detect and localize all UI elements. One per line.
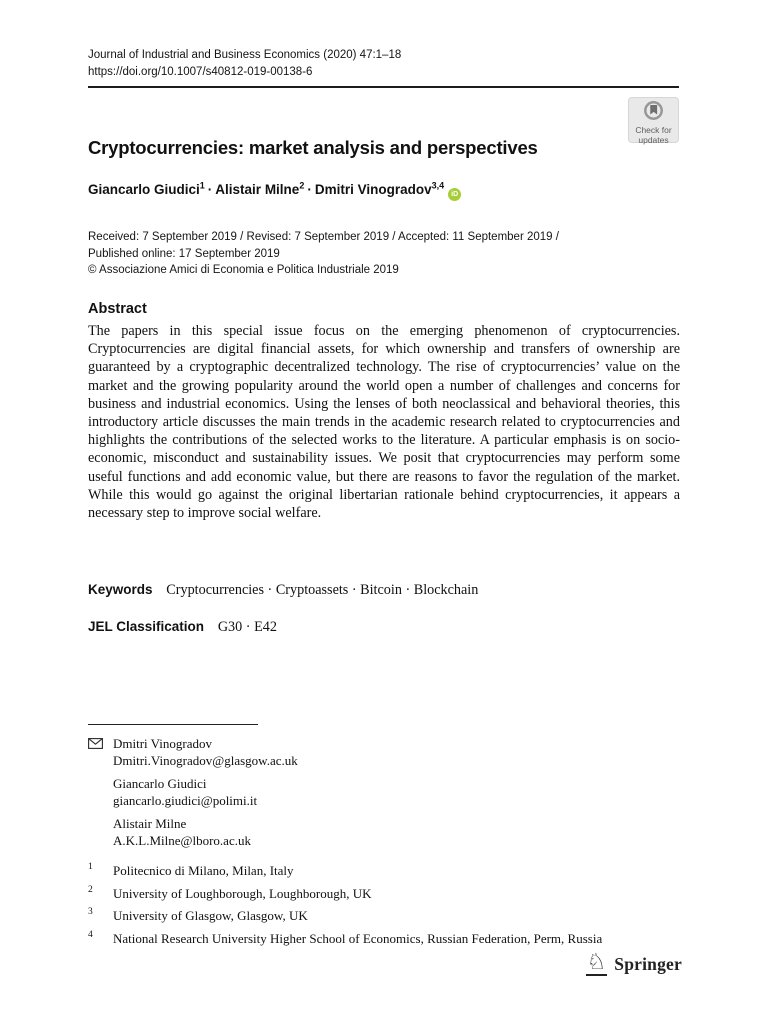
keywords-label: Keywords — [88, 582, 153, 597]
correspondence-email[interactable]: Dmitri.Vinogradov@glasgow.ac.uk — [113, 753, 298, 768]
publisher-name: Springer — [614, 954, 682, 974]
correspondence-indent — [88, 815, 113, 849]
correspondence-email[interactable]: A.K.L.Milne@lboro.ac.uk — [113, 833, 251, 848]
abstract-heading: Abstract — [88, 301, 147, 317]
affiliation-item — [88, 885, 680, 902]
author-list — [88, 182, 680, 201]
page-header — [88, 47, 679, 81]
header-divider — [88, 86, 679, 88]
keywords-value: Cryptocurrencies · Cryptoassets · Bitcoin · Blockchain — [166, 582, 479, 598]
keywords-line — [88, 582, 680, 599]
journal-reference: Journal of Industrial and Business Economics (2020) 47:1–18 — [88, 49, 402, 61]
correspondence-entry — [88, 775, 680, 809]
correspondence-name: Dmitri Vinogradov — [113, 736, 212, 751]
badge-text-line2: updates — [638, 134, 669, 145]
author-dmitri-vinogradov — [315, 182, 444, 197]
jel-value: G30 · E42 — [217, 619, 277, 635]
author-giancarlo-giudici — [88, 182, 205, 197]
orcid-icon[interactable]: iD — [448, 188, 461, 201]
affiliation-number: 4 — [88, 929, 93, 940]
affiliation-number: 2 — [88, 884, 93, 895]
affiliation-text: University of Glasgow, Glasgow, UK — [113, 908, 308, 923]
correspondence-name: Giancarlo Giudici — [113, 776, 207, 791]
affiliation-number: 1 — [88, 862, 93, 872]
correspondence-email[interactable]: giancarlo.giudici@polimi.it — [113, 793, 258, 808]
affiliation-text: University of Loughborough, Loughborough, UK — [113, 885, 372, 901]
correspondence-name: Alistair Milne — [113, 816, 187, 831]
affiliation-number: 3 — [88, 907, 93, 917]
copyright-line: © Associazione Amici di Economia e Politica Industriale 2019 — [88, 264, 399, 276]
jel-classification-line — [88, 619, 680, 636]
envelope-icon — [88, 735, 113, 769]
author-name: Dmitri Vinogradov — [314, 182, 432, 197]
correspondence-entry — [88, 815, 680, 849]
author-separator: · — [307, 182, 312, 197]
article-title: Cryptocurrencies: market analysis and perspectives — [88, 137, 538, 158]
author-affiliation-ref: 1 — [199, 180, 205, 191]
jel-label: JEL Classification — [88, 619, 205, 634]
author-alistair-milne — [215, 182, 304, 197]
affiliation-text: National Research University Higher School of Economics, Russian Federation, Perm, Russia — [113, 930, 603, 946]
author-name: Giancarlo Giudici — [88, 182, 200, 197]
correspondence-entry — [88, 735, 680, 769]
author-affiliation-ref: 2 — [299, 180, 305, 191]
footnote-block — [88, 724, 680, 952]
abstract-text: The papers in this special issue focus on the emerging phenomenon of cryptocurrencies. Cryptocurrencies are digital financial assets, for which ownership and transfers of ownership are guaranteed by a cryptographic decentralized technology. The rise of cryptocurrencies’ value on the market and the growing popularity around the world open a number of challenges and concerns for business and industrial economics. Using the lenses of both neoclassical and behavioral theories, this introductory article discusses the main trends in the academic research related to cryptocurrencies and highlights the contributions of the selected works to the literature. A particular emphasis is on socio-economic, misconduct and sustainability issues. We posit that cryptocurrencies may perform some useful functions and add economic value, but there are reasons to favor the regulation of the market. While this would go against the original libertarian rationale behind cryptocurrencies, it appears a necessary step to improve social welfare. — [88, 323, 680, 522]
crossmark-icon — [643, 108, 664, 125]
affiliation-item — [88, 862, 680, 879]
correspondence-indent — [88, 775, 113, 809]
author-affiliation-ref: 3,4 — [431, 180, 445, 191]
author-separator: · — [207, 182, 213, 197]
article-history — [88, 229, 680, 279]
history-published-line: Published online: 17 September 2019 — [88, 247, 280, 260]
doi-link[interactable]: https://doi.org/10.1007/s40812-019-00138-6 — [88, 66, 313, 78]
affiliation-text: Politecnico di Milano, Milan, Italy — [113, 863, 294, 878]
history-received-line: Received: 7 September 2019 / Revised: 7 September 2019 / Accepted: 11 September 2019 / — [88, 231, 559, 243]
affiliation-list — [88, 862, 680, 947]
affiliation-item — [88, 907, 680, 924]
badge-text-line1: Check for — [635, 125, 672, 135]
publisher-logo — [586, 950, 682, 976]
footnote-divider — [88, 724, 258, 725]
author-name: Alistair Milne — [215, 182, 300, 197]
affiliation-item — [88, 930, 680, 947]
springer-knight-icon: ♘ — [586, 950, 607, 975]
